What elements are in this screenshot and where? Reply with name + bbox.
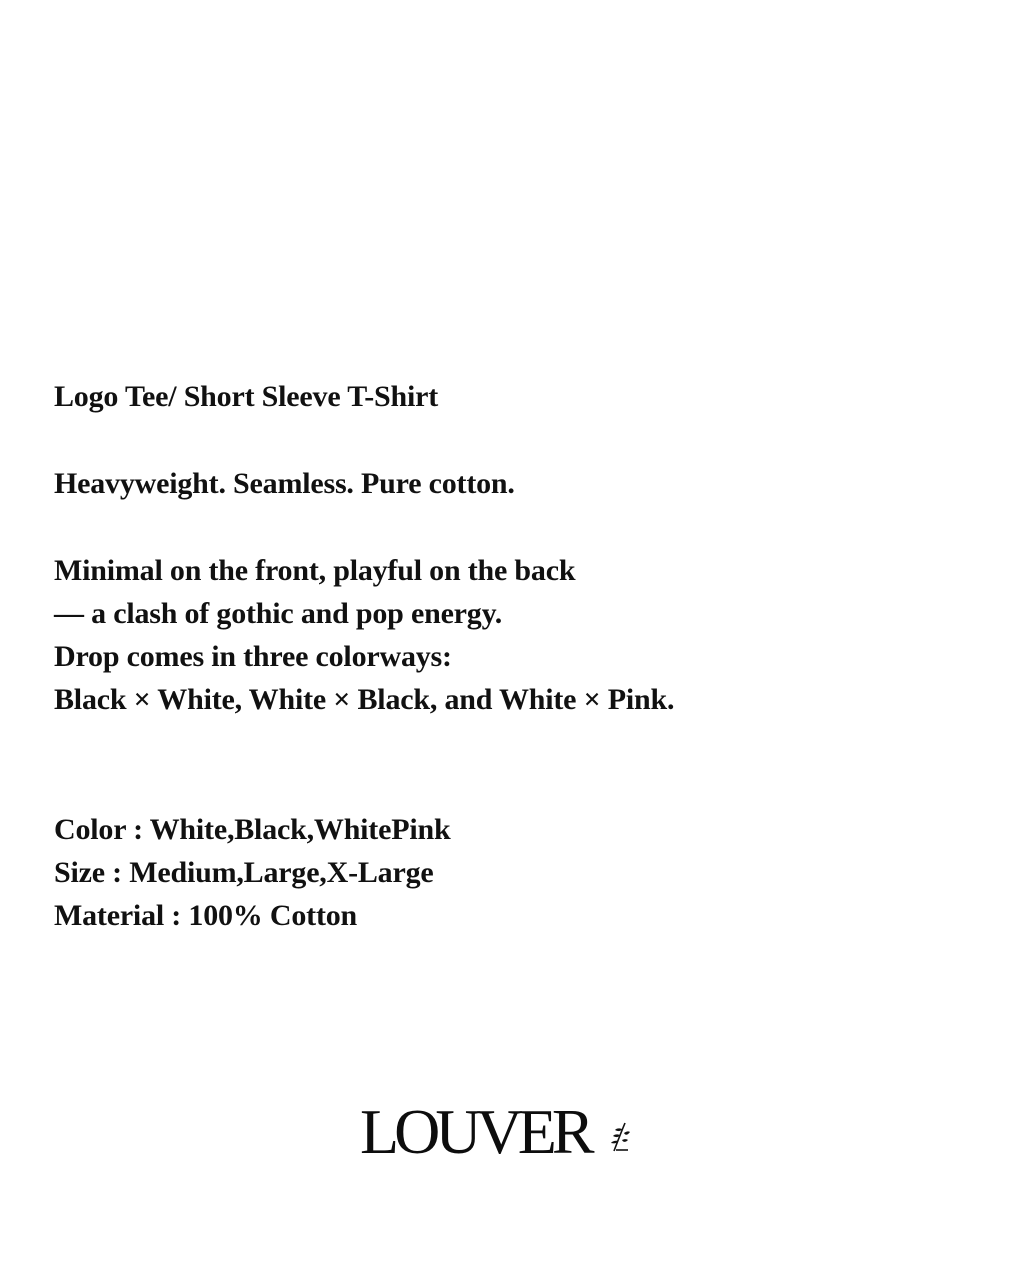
product-copy	[54, 375, 954, 937]
brand-logo	[360, 1092, 632, 1172]
product-title: Logo Tee/ Short Sleeve T-Shirt	[54, 380, 439, 413]
description-line: Black × White, White × Black, and White × Pink.	[54, 683, 675, 716]
spec-color: Color : White,Black,WhitePink	[54, 813, 451, 846]
description-line: — a clash of gothic and pop energy.	[54, 597, 503, 630]
brand-wordmark: LOUVER	[360, 1096, 590, 1167]
product-tagline: Heavyweight. Seamless. Pure cotton.	[54, 467, 515, 500]
spec-size: Size : Medium,Large,X-Large	[54, 856, 434, 889]
description-line: Drop comes in three colorways:	[54, 640, 452, 673]
product-specs	[54, 808, 954, 937]
product-description	[54, 549, 954, 721]
spec-material: Material : 100% Cotton	[54, 899, 358, 932]
leaf-sprig-icon	[608, 1119, 632, 1153]
description-line: Minimal on the front, playful on the back	[54, 554, 576, 587]
